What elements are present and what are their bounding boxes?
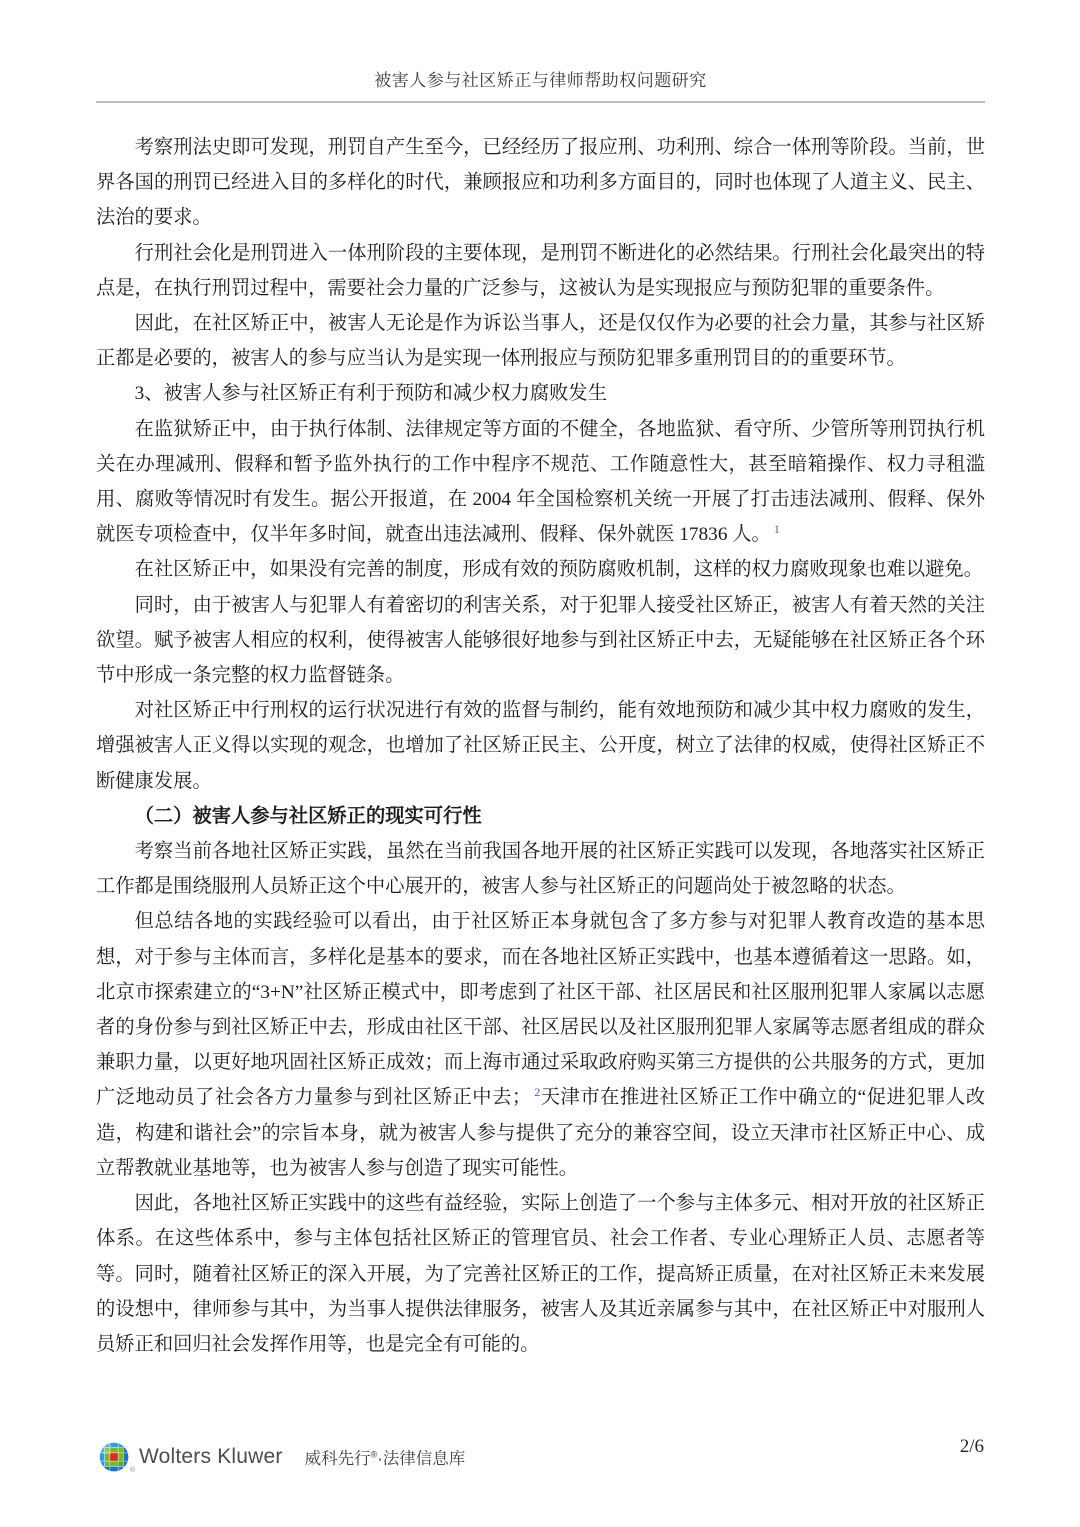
paragraph: 同时，由于被害人与犯罪人有着密切的利害关系，对于犯罪人接受社区矫正，被害人有着天然的关注欲望。赋予被害人相应的权利，使得被害人能够很好地参与到社区矫正中去，无疑能够在社区矫正各个环节中形成一条完整的权力监督链条。 xyxy=(96,594,985,687)
footnote-ref-2[interactable]: 2 xyxy=(534,1085,541,1100)
brand-cn-product: ·法律信息库 xyxy=(377,1450,466,1468)
brand-wordmark-en: Wolters Kluwer xyxy=(139,1445,283,1468)
numbered-subheading: 3、被害人参与社区矫正有利于预防和减少权力腐败发生 xyxy=(134,383,607,405)
wolters-kluwer-globe-icon xyxy=(99,1442,135,1474)
paragraph: 行刑社会化是刑罚进入一体刑阶段的主要体现，是刑罚不断进化的必然结果。行刑社会化最突出的特点是，在执行刑罚过程中，需要社会力量的广泛参与，这被认为是实现报应与预防犯罪的重要条件。 xyxy=(96,242,985,299)
paragraph xyxy=(96,904,985,1186)
paragraph xyxy=(96,412,985,553)
registered-mark: ® xyxy=(370,1449,378,1460)
registered-mark: ® xyxy=(129,1467,135,1474)
page-header xyxy=(96,0,985,103)
paragraph: 考察刑法史即可发现，刑罚自产生至今，已经经历了报应刑、功利刑、综合一体刑等阶段。当前，世界各国的刑罚已经进入目的多样化的时代，兼顾报应和功利多方面目的，同时也体现了人道主义、民主、法治的要求。 xyxy=(96,137,985,229)
brand-cn-name: 威科先行 xyxy=(304,1450,371,1468)
brand-wordmark-cn xyxy=(305,1445,466,1469)
header-divider xyxy=(96,101,985,103)
page-indicator: 2/6 xyxy=(959,1436,984,1457)
paragraph: 在社区矫正中，如果没有完善的制度，形成有效的预防腐败机制，这样的权力腐败现象也难以避免。 xyxy=(134,559,983,581)
paragraph-text: 天津市在推进社区矫正工作中确立的“促进犯罪人改造，构建和谐社会”的宗旨本身，就为被害人参与提供了充分的兼容空间，设立天津市社区矫正中心、成立帮教就业基地等，也为被害人参与创造了现实可能性。 xyxy=(96,1087,986,1179)
paragraph: 对社区矫正中行刑权的运行状况进行有效的监督与制约，能有效地预防和减少其中权力腐败的发生，增强被害人正义得以实现的观念，也增加了社区矫正民主、公开度，树立了法律的权威，使得社区矫正不断健康发展。 xyxy=(96,700,985,792)
document-body xyxy=(96,130,985,1362)
paragraph-text: 但总结各地的实践经验可以看出，由于社区矫正本身就包含了多方参与对犯罪人教育改造的基本思想，对于参与主体而言，多样化是基本的要求，而在各地社区矫正实践中，也基本遵循着这一思路。如，北京市探索建立的“3+N”社区矫正模式中，即考虑到了社区干部、社区居民和社区服刑犯罪人家属以志愿者的身份参与到社区矫正中去，形成由社区干部、社区居民以及社区服刑犯罪人家属等志愿者组成的群众兼职力量，以更好地巩固社区矫正成效；而上海市通过采取政府购买第三方提供的公共服务的方式，更加广泛地动员了社会各方力量参与到社区矫正中去； xyxy=(96,911,985,1109)
footnote-ref-1[interactable]: 1 xyxy=(773,521,780,536)
paragraph: 考察当前各地社区矫正实践，虽然在当前我国各地开展的社区矫正实践可以发现，各地落实社区矫正工作都是围绕服刑人员矫正这个中心展开的，被害人参与社区矫正的问题尚处于被忽略的状态。 xyxy=(96,841,985,898)
document-title: 被害人参与社区矫正与律师帮助权问题研究 xyxy=(374,71,707,90)
paragraph: 因此，在社区矫正中，被害人无论是作为诉讼当事人，还是仅仅作为必要的社会力量，其参与社区矫正都是必要的，被害人的参与应当认为是实现一体刑报应与预防犯罪多重刑罚目的的重要环节。 xyxy=(96,313,985,370)
paragraph-text: 在监狱矫正中，由于执行体制、法律规定等方面的不健全，各地监狱、看守所、少管所等刑罚执行机关在办理减刑、假释和暂予监外执行的工作中程序不规范、工作随意性大，甚至暗箱操作、权力寻租滥用、腐败等情况时有发生。据公开报道，在 2004 年全国检察机关统一开展了打击违法减刑、假释、保外就医专项检查中，仅半年多时间，就查出违法减刑、假释、保外就医 17836 人。 xyxy=(96,418,985,546)
paragraph: 因此，各地社区矫正实践中的这些有益经验，实际上创造了一个参与主体多元、相对开放的社区矫正体系。在这些体系中，参与主体包括社区矫正的管理官员、社会工作者、专业心理矫正人员、志愿者等等。同时，随着社区矫正的深入开展，为了完善社区矫正的工作，提高矫正质量，在对社区矫正未来发展的设想中，律师参与其中，为当事人提供法律服务，被害人及其近亲属参与其中，在社区矫正中对服刑人员矫正和回归社会发挥作用等，也是完全有可能的。 xyxy=(96,1193,985,1355)
page-footer xyxy=(99,1441,465,1473)
section-heading: （二）被害人参与社区矫正的现实可行性 xyxy=(134,805,482,827)
